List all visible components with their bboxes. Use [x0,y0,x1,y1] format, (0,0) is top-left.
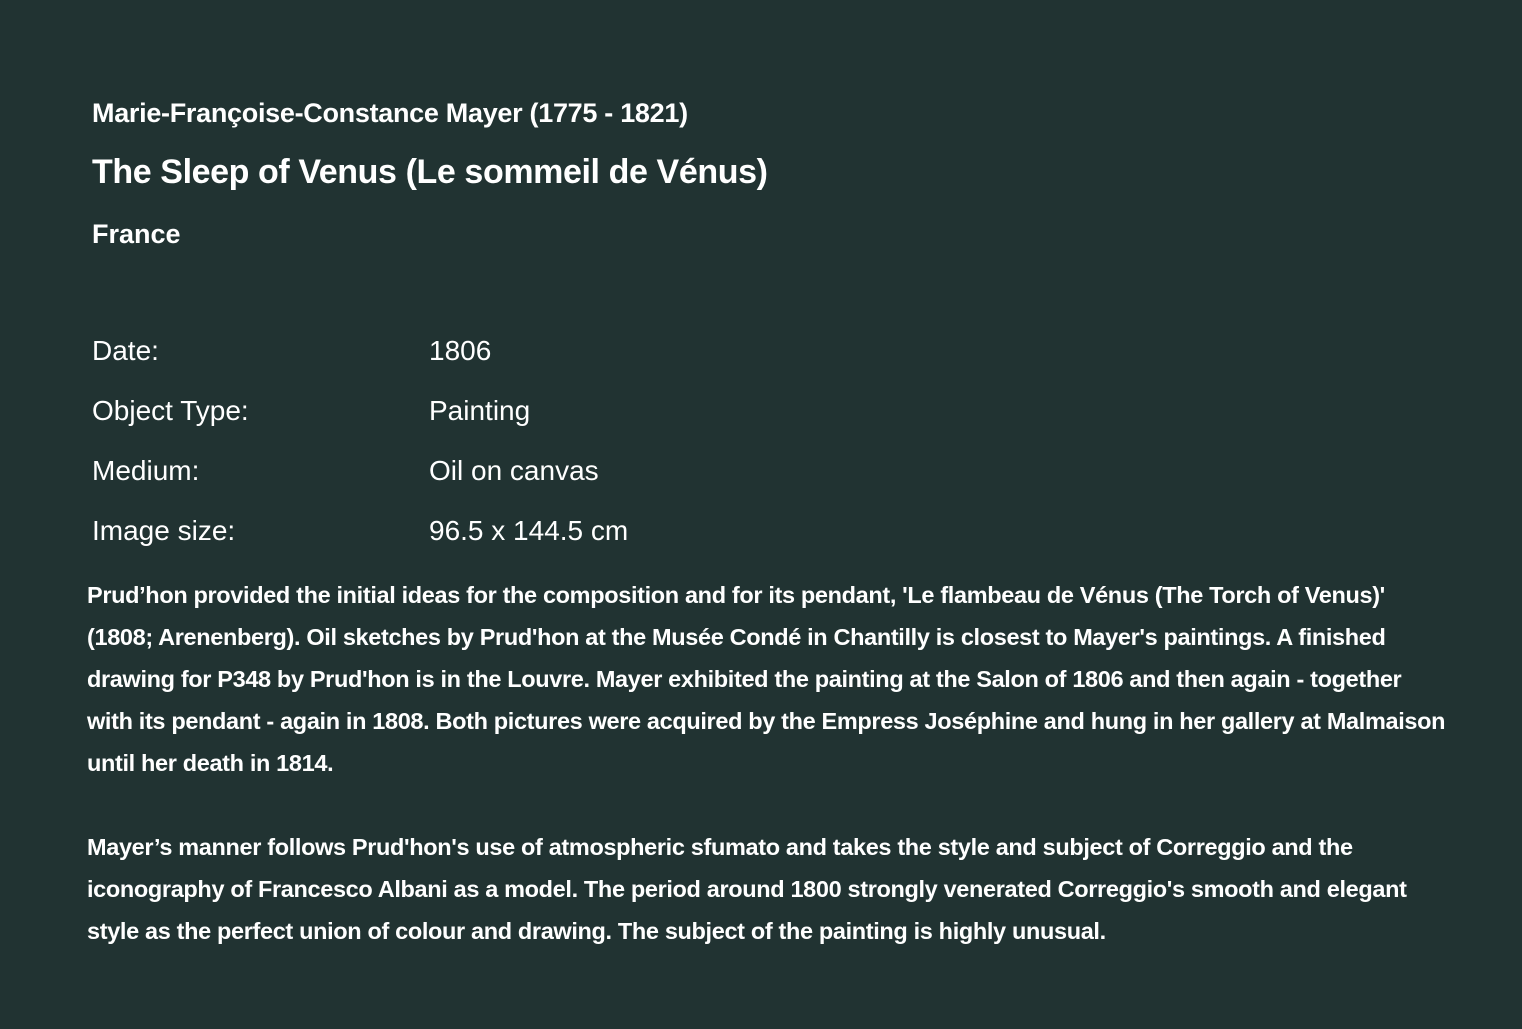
detail-label: Object Type: [92,395,249,426]
detail-row-object-type [92,395,892,455]
detail-label: Date: [92,335,159,366]
detail-label: Image size: [92,515,236,546]
artwork-description [87,574,1447,994]
artist-name: Marie-Françoise-Constance Mayer (1775 - 1821) [92,98,688,128]
description-paragraph: Prud’hon provided the initial ideas for the composition and for its pendant, 'Le flambeau de Vénus (The Torch of Venus)' (1808; Arenenberg). Oil sketches by Prud'hon at the Musée Condé in Chantilly is closest to Mayer's paintings. A finished drawing for P348 by Prud'hon is in the Louvre. Mayer exhibited the painting at the Salon of 1806 and then again - together with its pendant - again in 1808. Both pictures were acquired by the Empress Joséphine and hung in her gallery at Malmaison until her death in 1814. [87,582,1446,776]
details-table [92,335,892,575]
detail-value: 96.5 x 144.5 cm [429,515,629,546]
detail-value: 1806 [429,335,492,366]
detail-label: Medium: [92,455,200,486]
detail-value: Painting [429,395,531,426]
artwork-title: The Sleep of Venus (Le sommeil de Vénus) [92,153,768,191]
detail-value: Oil on canvas [429,455,599,486]
detail-row-date [92,335,892,395]
detail-row-medium [92,455,892,515]
detail-row-image-size [92,515,892,575]
artwork-country: France [92,219,181,249]
description-paragraph: Mayer’s manner follows Prud'hon's use of atmospheric sfumato and takes the style and subject of Correggio and the iconography of Francesco Albani as a model. The period around 1800 strongly venerated Correggio's smooth and elegant style as the perfect union of colour and drawing. The subject of the painting is highly unusual. [87,834,1407,944]
